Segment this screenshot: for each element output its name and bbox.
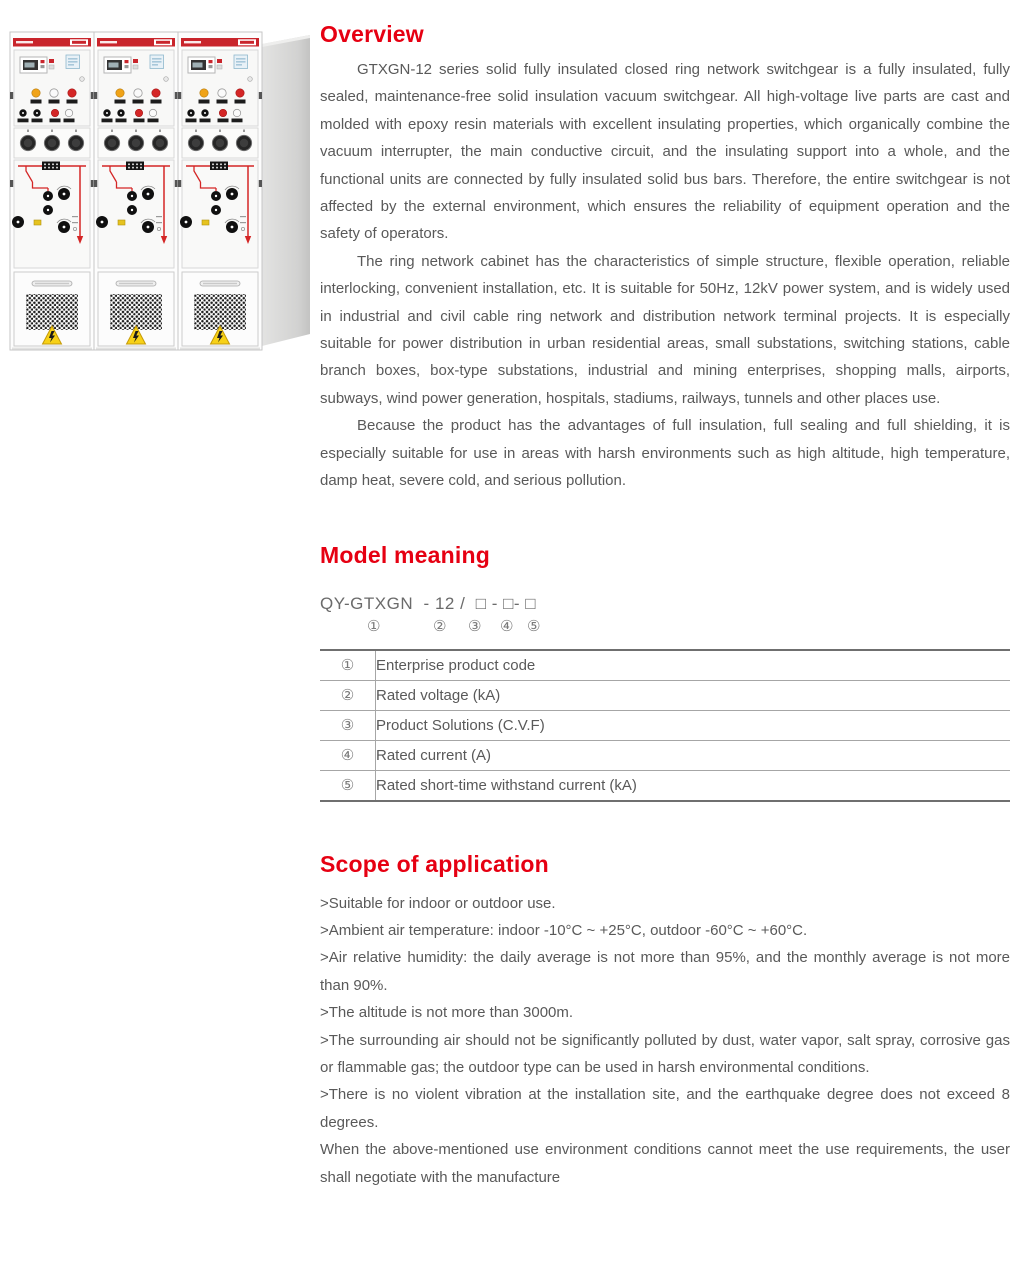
- model-code-markers: [320, 617, 1010, 639]
- table-row: [320, 770, 1010, 801]
- scope-item: >Air relative humidity: the daily average is not more than 95%, and the monthly average is not more than 90%.: [320, 949, 1010, 994]
- cabinet-side-panel: [262, 35, 310, 346]
- model-code-line: QY-GTXGN - 12 / □ - □- □: [320, 593, 537, 613]
- row-number: ①: [320, 650, 376, 681]
- marker-3: ③: [468, 617, 482, 635]
- row-number: ⑤: [320, 770, 376, 801]
- cabinet-1: [10, 32, 94, 350]
- table-row: [320, 740, 1010, 770]
- table-row: [320, 710, 1010, 740]
- product-image: [8, 28, 310, 354]
- marker-2: ②: [433, 617, 447, 635]
- row-description: Rated short-time withstand current (kA): [376, 770, 1011, 801]
- row-number: ②: [320, 680, 376, 710]
- scope-item: >The surrounding air should not be significantly polluted by dust, water vapor, salt spray, corrosive gas or flammable gas; the outdoor type can be used in harsh environmental conditions.: [320, 1031, 1010, 1076]
- cabinet-3: [178, 32, 262, 350]
- overview-paragraph-3: Because the product has the advantages of full insulation, full sealing and full shielding, it is especially suitable for use in areas with harsh environments such as high altitude, high temperature, damp heat, severe cold, and serious pollution.: [320, 417, 1010, 490]
- marker-1: ①: [367, 617, 381, 635]
- scope-item: When the above-mentioned use environment conditions cannot meet the use requirements, the user shall negotiate with the manufacture: [320, 1141, 1010, 1186]
- content-column: [320, 18, 1010, 1191]
- row-description: Enterprise product code: [376, 656, 536, 674]
- overview-title: Overview: [320, 21, 424, 47]
- scope-item: >There is no violent vibration at the installation site, and the earthquake degree does not exceed 8 degrees.: [320, 1086, 1010, 1131]
- marker-4: ④: [500, 617, 514, 635]
- cabinet-2: [94, 32, 178, 350]
- row-description: Rated voltage (kA): [376, 680, 1011, 710]
- scope-item: >Ambient air temperature: indoor -10°C ~ +25°C, outdoor -60°C ~ +60°C.: [320, 921, 808, 939]
- model-meaning-title: Model meaning: [320, 541, 491, 568]
- marker-5: ⑤: [527, 617, 541, 635]
- overview-paragraph-2: The ring network cabinet has the characteristics of simple structure, flexible operation, reliable interlocking, convenient installation, etc. It is suitable for 50Hz, 12kV power system, and is widely used in industrial and civil cable ring network and distribution network terminal projects. It is especially suitable for power distribution in urban residential areas, small substations, switching stations, cable branch boxes, box-type substations, industrial and mining enterprises, shopping malls, airports, subways, wind power generation, hospitals, stadiums, railways, tunnels and other places use.: [320, 252, 1010, 407]
- table-row: [320, 680, 1010, 710]
- scope-item: >The altitude is not more than 3000m.: [320, 1004, 574, 1022]
- model-meaning-section: [320, 539, 1010, 802]
- switchgear-cabinets-illustration: [8, 28, 310, 354]
- scope-items: [320, 890, 1010, 1191]
- overview-paragraph-1: GTXGN-12 series solid fully insulated closed ring network switchgear is a fully insulated, fully sealed, maintenance-free solid insulation vacuum switchgear. All high-voltage live parts are cast and molded with epoxy resin materials with excellent insulating properties, which organically combine the vacuum interrupter, the main conductive circuit, and the insulating support into a whole, and the functional units are connected by fully insulated solid bus bars. Therefore, the entire switchgear is not affected by the external environment, which ensures the reliability of equipment operation and the safety of operators.: [320, 61, 1010, 243]
- scope-title: Scope of application: [320, 850, 549, 877]
- model-meaning-table: [320, 649, 1010, 802]
- row-number: ③: [320, 710, 376, 740]
- row-description: Product Solutions (C.V.F): [376, 710, 1011, 740]
- scope-item: >Suitable for indoor or outdoor use.: [320, 894, 556, 912]
- scope-section: [320, 848, 1010, 1191]
- row-number: ④: [320, 740, 376, 770]
- table-row: [320, 650, 1010, 681]
- overview-paragraphs: [320, 56, 1010, 495]
- row-description: Rated current (A): [376, 740, 1011, 770]
